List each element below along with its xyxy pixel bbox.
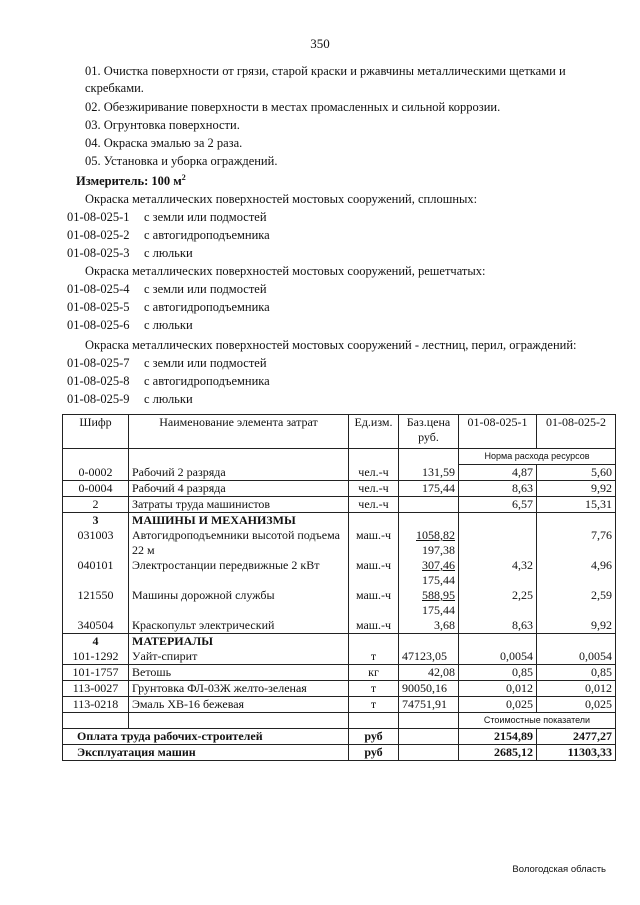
variant-5: с автогидроподъемника — [144, 300, 270, 314]
table-row: 113-0218 Эмаль ХВ-16 бежевая т 74751,91 0,025 0,025 — [63, 697, 616, 713]
measure-unit: Измеритель: 100 $м^2$ — [76, 173, 186, 189]
resource-table — [62, 414, 616, 761]
table-row: 340504 Краскопульт электрический маш.-ч 3,68 8,63 9,92 — [63, 618, 616, 634]
norm-label: Норма расхода ресурсов — [459, 449, 616, 465]
code-3: 01-08-025-3 — [67, 246, 130, 260]
code-4: 01-08-025-4 — [67, 282, 130, 296]
table-row: 101-1292 Уайт-спирит т 47123,05 0,0054 0,0054 — [63, 649, 616, 665]
code-5: 01-08-025-5 — [67, 300, 130, 314]
variant-4: с земли или подмостей — [144, 282, 267, 296]
page-number: 350 — [310, 36, 330, 51]
header-name: Наименование элемента затрат — [129, 415, 349, 449]
code-2: 01-08-025-2 — [67, 228, 130, 242]
code-9: 01-08-025-9 — [67, 392, 130, 406]
group-title-1: Окраска металлических поверхностей мостовых сооружений, сплошных: — [85, 192, 478, 206]
section-row: 4 МАТЕРИАЛЫ — [63, 634, 616, 650]
table-row: 101-1757 Ветошь кг 42,08 0,85 0,85 — [63, 665, 616, 681]
section-row: 3 МАШИНЫ И МЕХАНИЗМЫ — [63, 513, 616, 529]
table-header — [63, 415, 616, 449]
header-unit: Ед.изм. — [349, 415, 399, 449]
header-code: Шифр — [63, 415, 129, 449]
table-row: 0-0002 Рабочий 2 разряда чел.-ч 131,59 4,87 5,60 — [63, 465, 616, 481]
variant-3: с люльки — [144, 246, 193, 260]
total-row: Эксплуатация машин руб 2685,12 11303,33 — [63, 745, 616, 761]
table-row: 040101 Электростанции передвижные 2 кВт маш.-ч 307,46 175,44 4,32 4,96 — [63, 558, 616, 588]
table-row: 031003 Автогидроподъемники высотой подъема 22 м маш.-ч 1058,82 197,38 7,76 — [63, 528, 616, 558]
total-row: Оплата труда рабочих-строителей руб 2154,89 2477,27 — [63, 729, 616, 745]
group-title-3: Окраска металлических поверхностей мостовых сооружений - лестниц, перил, ограждений: — [85, 338, 577, 352]
header-col2: 01-08-025-2 — [537, 415, 616, 449]
code-7: 01-08-025-7 — [67, 356, 130, 370]
footer-region: Вологодская область — [512, 864, 606, 875]
code-6: 01-08-025-6 — [67, 318, 130, 332]
code-8: 01-08-025-8 — [67, 374, 130, 388]
operation-3: 03. Огрунтовка поверхности. — [85, 118, 240, 132]
cost-label: Стоимостные показатели — [459, 713, 616, 729]
operation-5: 05. Установка и уборка ограждений. — [85, 154, 278, 168]
group-title-2: Окраска металлических поверхностей мостовых сооружений, решетчатых: — [85, 264, 486, 278]
operation-2: 02. Обезжиривание поверхности в местах промасленных и сильной коррозии. — [85, 100, 501, 114]
variant-7: с земли или подмостей — [144, 356, 267, 370]
operation-4: 04. Окраска эмалью за 2 раза. — [85, 136, 243, 150]
operation-1-cont: скребками. — [85, 81, 144, 95]
variant-8: с автогидроподъемника — [144, 374, 270, 388]
table-row: 113-0027 Грунтовка ФЛ-03Ж желто-зеленая т 90050,16 0,012 0,012 — [63, 681, 616, 697]
code-1: 01-08-025-1 — [67, 210, 130, 224]
table-row: 2 Затраты труда машинистов чел.-ч 6,57 15,31 — [63, 497, 616, 513]
variant-6: с люльки — [144, 318, 193, 332]
variant-2: с автогидроподъемника — [144, 228, 270, 242]
table-row: 0-0004 Рабочий 4 разряда чел.-ч 175,44 8,63 9,92 — [63, 481, 616, 497]
variant-9: с люльки — [144, 392, 193, 406]
table-row: 121550 Машины дорожной службы маш.-ч 588,95 175,44 2,25 2,59 — [63, 588, 616, 618]
header-price: Баз.цена руб. — [399, 415, 459, 449]
operation-1: 01. Очистка поверхности от грязи, старой краски и ржавчины металлическими щетками и — [85, 64, 566, 78]
variant-1: с земли или подмостей — [144, 210, 267, 224]
header-col1: 01-08-025-1 — [459, 415, 537, 449]
